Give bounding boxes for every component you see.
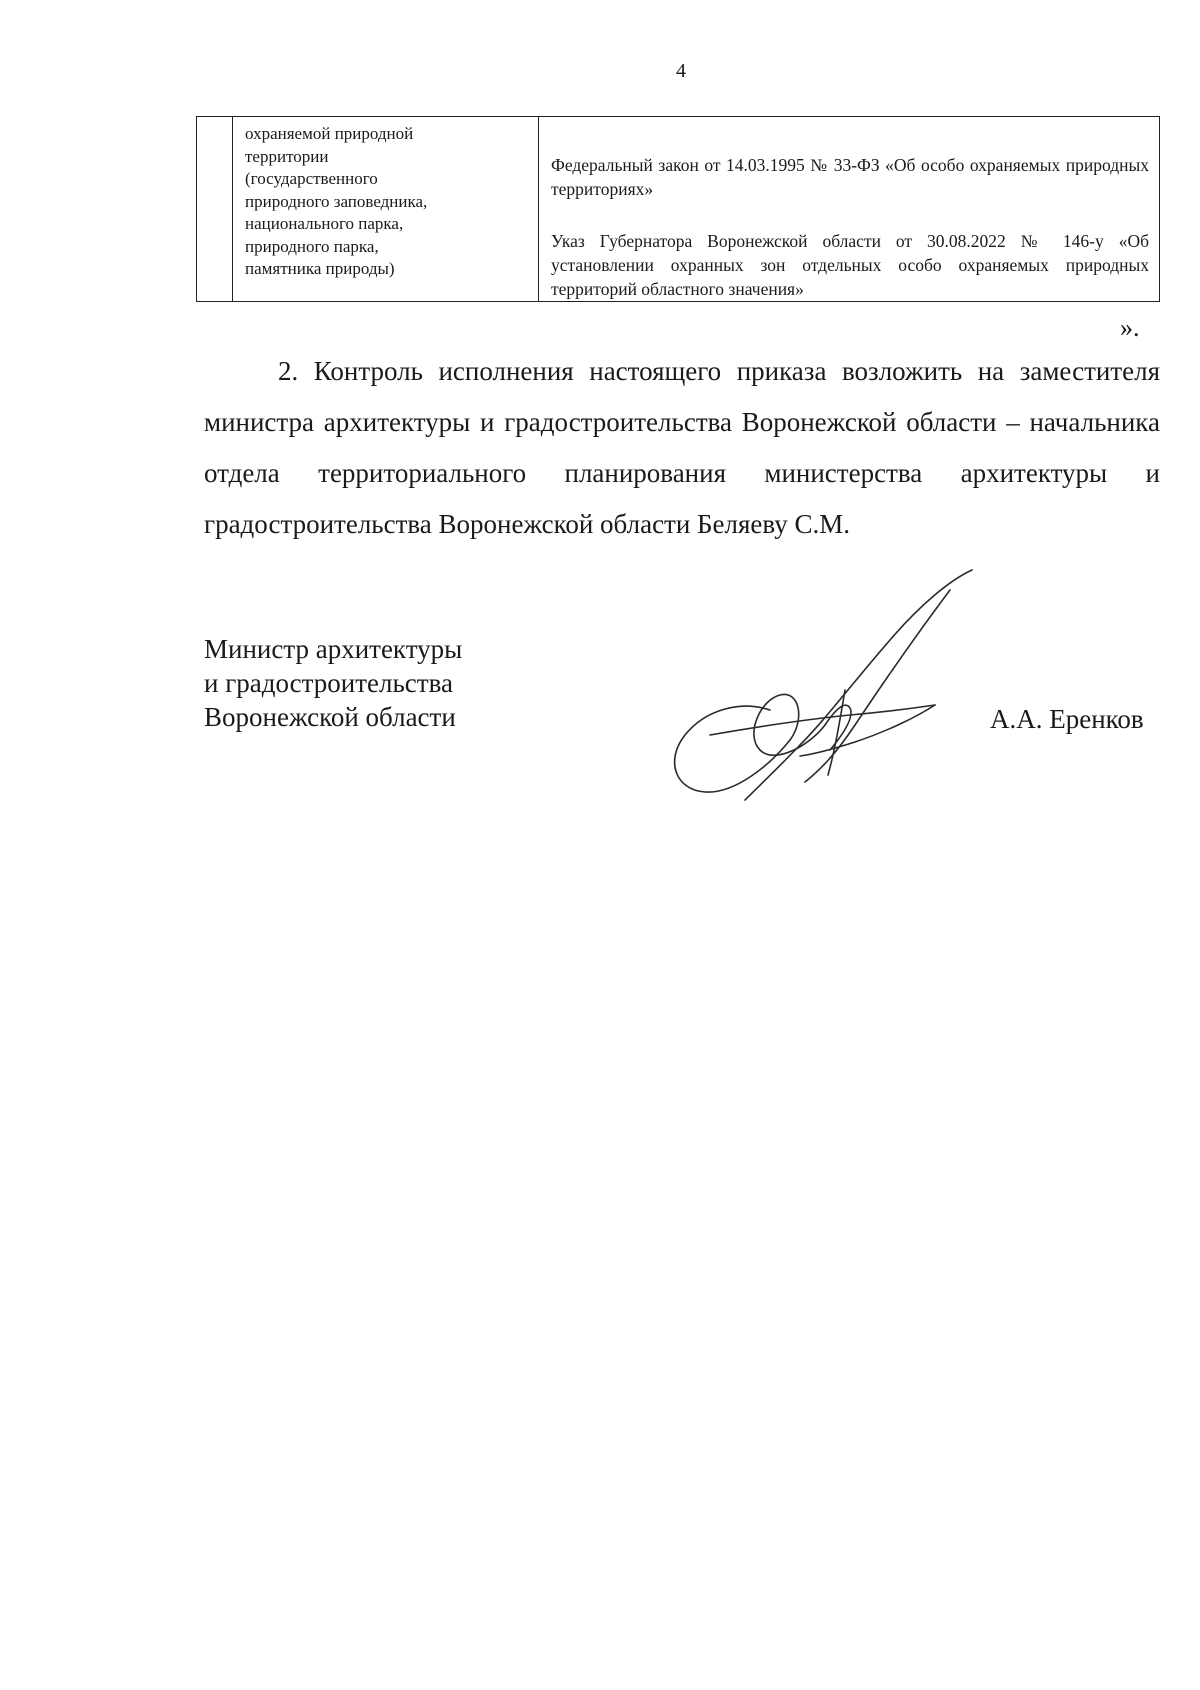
zone-name-line: природного парка, [245, 236, 379, 256]
table-cell-number [197, 117, 233, 301]
signatory-title-line: Воронежской области [204, 702, 456, 732]
legal-basis-federal-law: Федеральный закон от 14.03.1995 № 33-ФЗ «Об особо охраняемых природных территориях» [551, 155, 1149, 199]
signatory-title-line: Министр архитектуры [204, 634, 463, 664]
continuation-table [196, 116, 1160, 302]
zone-name-line: охраняемой природной [245, 124, 414, 143]
page-number: 4 [676, 60, 686, 82]
zone-name-line: природного заповедника, [245, 191, 428, 211]
table-cell-zone-name [233, 117, 539, 301]
handwritten-signature [650, 560, 980, 810]
signatory-title-line: и градостроительства [204, 668, 453, 698]
legal-basis-governor-decree: Указ Губернатора Воронежской области от 30.08.2022 № 146-у «Об установлении охранных зон отдельных особо охраняемых природных территорий областного значения» [551, 231, 1149, 299]
zone-name-line: (государственного [245, 169, 378, 188]
zone-name-line: национального парка, [245, 214, 404, 233]
signatory-name: А.А. Еренков [990, 704, 1144, 734]
zone-name-line: территории [245, 146, 329, 166]
zone-name-line: памятника природы) [245, 259, 395, 278]
table-cell-legal-basis [539, 117, 1159, 301]
closing-quote: ». [1120, 313, 1140, 342]
paragraph-control-clause: 2. Контроль исполнения настоящего приказа возложить на заместителя министра архитектуры и градостроительства Воронежской области – начальника отдела территориального планирования министерства архитектуры и градостроительства Воронежской области Беляеву С.М. [204, 356, 1160, 539]
signatory-title [204, 632, 462, 734]
